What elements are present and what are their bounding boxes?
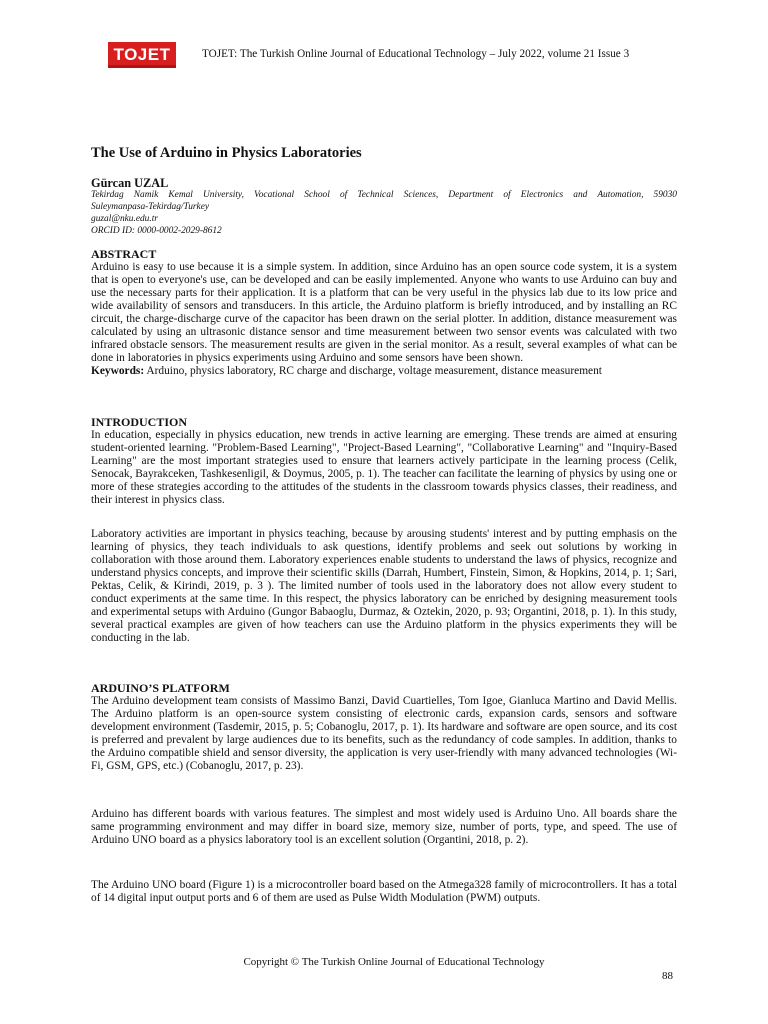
introduction-paragraph-1: In education, especially in physics education, new trends in active learning are emerging. These trends are aimed at ensuring student-oriented learning. "Problem-Based Learning", "Project-Based Learning", "Collaborative Learning" and "Inquiry-Based Learning" are the most important strategies used to ensure that learners actively participate in the learning process (Celik, Senocak, Bayrakceken, Tashkesenligil, & Doymus, 2005, p. 1). The teacher can facilitate the learning of physics by using one or more of these strategies according to the attitudes of the students in the classroom towards physics classes, their readiness, and their interest in physics class.: [91, 429, 677, 507]
page-footer-copyright: Copyright © The Turkish Online Journal of Educational Technology: [243, 956, 545, 968]
introduction-section-continued: [91, 528, 677, 645]
introduction-paragraph-2: Laboratory activities are important in physics teaching, because by arousing students' interest and by putting emphasis on the learning of physics, they teach individuals to ask questions, identify problems and seek out solutions by working in collaboration with those around them. Laboratory experiences enable students to understand the laws of physics, recognize and understand physics concepts, and improve their scientific skills (Darrah, Humbert, Finstein, Simon, & Hopkins, 2014, p. 1; Sari, Pektas, Celik, & Kirindi, 2019, p. 3 ). The limited number of tools used in the laboratory does not allow every student to conduct experiments at the same time. In this respect, the physics laboratory can be enriched by designing measurement tools and experimental setups with Arduino (Gungor Babaoglu, Durmaz, & Oztekin, 2020, p. 93; Organtini, 2018, p. 1). In this study, several practical examples are given of how teachers can use the Arduino platform in the physics experiments they will be conducting in the lab.: [91, 528, 677, 645]
platform-section-3: [91, 879, 677, 905]
affiliation-line-2: Suleymanpasa-Tekirdag/Turkey: [91, 202, 210, 212]
author-name: Gürcan UZAL: [91, 176, 169, 190]
abstract-text: Arduino is easy to use because it is a simple system. In addition, since Arduino has an open source code system, it is a system that is open to everyone's use, can be developed and can be easily implemented. Anyone who wants to use Arduino can buy and use the necessary parts for their application. It is a platform that can be very useful in the physics lab due to its low price and wide availability of sensors and transducers. In this article, the Arduino platform is briefly introduced, and by installing an RC circuit, the charge-discharge curve of the capacitor has been drawn on the serial plotter. In addition, distance measurement was calculated by using an ultrasonic distance sensor and time measurement between two sensor events was calculated with two infrared obstacle sensors. The measurement results are given in the serial monitor. As a result, several examples of what can be done in laboratories in physics experiments using Arduino and some sensors have been shown.: [91, 261, 677, 365]
introduction-heading: INTRODUCTION: [91, 415, 188, 429]
introduction-section: [91, 416, 677, 507]
platform-section-2: [91, 808, 677, 847]
platform-heading: ARDUINO’S PLATFORM: [91, 681, 230, 695]
journal-logo: TOJET: [108, 42, 176, 68]
keywords-label: Keywords:: [91, 365, 145, 378]
abstract-heading: ABSTRACT: [91, 247, 157, 261]
journal-header-line: TOJET: The Turkish Online Journal of Educational Technology – July 2022, volume 21 Issue 3: [202, 48, 630, 60]
platform-paragraph-3: The Arduino UNO board (Figure 1) is a microcontroller board based on the Atmega328 family of microcontrollers. It has a total of 14 digital input output ports and 6 of them are used as Pulse Width Modulation (PWM) outputs.: [91, 879, 677, 905]
abstract-section: [91, 248, 677, 378]
author-affiliation: [91, 189, 677, 237]
page-number: 88: [662, 970, 673, 982]
platform-paragraph-2: Arduino has different boards with various features. The simplest and most widely used is Arduino Uno. All boards share the same programming environment and may differ in board size, memory size, number of ports, type, and speed. The use of Arduino UNO board as a physics laboratory tool is an excellent solution (Organtini, 2018, p. 2).: [91, 808, 677, 847]
keywords-line: [91, 365, 677, 378]
author-orcid: ORCID ID: 0000-0002-2029-8612: [91, 226, 222, 236]
article-title: The Use of Arduino in Physics Laboratories: [91, 145, 362, 161]
page-header: [108, 40, 668, 70]
keywords-list: Arduino, physics laboratory, RC charge and discharge, voltage measurement, distance measurement: [144, 365, 602, 378]
affiliation-line-1: Tekirdag Namik Kemal University, Vocational School of Technical Sciences, Department of Electronics and Automation, 59030: [91, 190, 677, 200]
platform-paragraph-1: The Arduino development team consists of Massimo Banzi, David Cuartielles, Tom Igoe, Gianluca Martino and David Mellis. The Arduino platform is an open-source system consisting of electronic cards, expansion cards, sensors and software development environment (Tasdemir, 2015, p. 5; Cobanoglu, 2017, p. 1). Its hardware and software are open source, and its cost is preferred and prevalent by large audiences due to its benefits, such as the redundancy of code samples. In addition, thanks to the Arduino compatible shield and sensor diversity, the application is very user-friendly with many advanced technologies (Wi-Fi, GSM, GPS, etc.) (Cobanoglu, 2017, p. 23).: [91, 695, 677, 773]
author-email: guzal@nku.edu.tr: [91, 214, 158, 224]
platform-section: [91, 682, 677, 773]
